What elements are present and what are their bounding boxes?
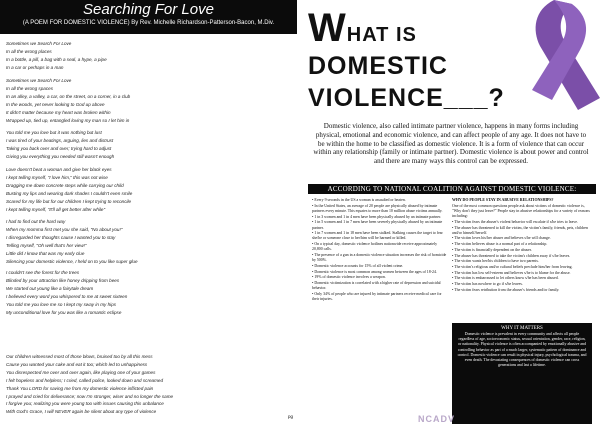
poem-line: Thank You LORD for saving me from my domestic violence inflicted pain (6, 385, 154, 391)
poem-line: I disregarded her thoughts cause I wanted you to stay (6, 234, 116, 240)
poem-line: You told me you love but it was nothing but lust (6, 130, 102, 135)
poem-line: I kept telling myself, "It'll all get better after while" (6, 206, 106, 212)
stat-item: • Domestic violence accounts for 15% of all violent crime. (312, 263, 404, 268)
ncadv-logo: NCADV (418, 414, 456, 424)
poem-line: Cause you wanted your cake and eat it too; which led to unhappiness (6, 361, 148, 367)
section-title-bar: ACCORDING TO NATIONAL COALITION AGAINST DOMESTIC VIOLENCE: (308, 184, 596, 194)
why-it-matters-box (452, 323, 592, 424)
stat-item: • Domestic violence is most common among women between the ages of 18-24. (312, 269, 437, 274)
poem-line: Little did I know that was my early clue (6, 250, 85, 256)
poem-page (0, 0, 297, 424)
why-stay-section (452, 198, 594, 293)
poem-line: Scared for my life but for our children I kept trying to reconcile (6, 198, 132, 204)
stat-item: • 1 in 7 women and 1 in 18 men have been stalked. Stalking causes the target to fear she/he or someone close to her/him will be harmed or killed. (312, 231, 443, 241)
poem-title-banner (0, 0, 297, 34)
heading-line-1 (308, 8, 417, 48)
poem-line: In all the wrong spaces (6, 85, 53, 91)
why-it-matters-title: WHY IT MATTERS (501, 326, 543, 331)
heading-drop-cap: W (308, 6, 347, 50)
stat-item: • On a typical day, domestic violence hotlines nationwide receive approximately 20,800 calls. (312, 242, 438, 252)
heading-line-3: VIOLENCE___? (308, 84, 505, 112)
stanza-2 (6, 77, 291, 124)
stat-item: • 19% of domestic violence involves a weapon. (312, 275, 386, 280)
poem-line: Love doesn't beat a woman and give her black eyes (6, 167, 112, 172)
reason-item: • The victim's religious and/or cultural beliefs preclude him/her from leaving. (452, 264, 573, 269)
poem-line: We started out young like a fairytale dream (6, 285, 94, 291)
poem-line: I felt hopeless and helpless; I cried, called police, looked down and screamed (6, 377, 164, 383)
poem-line: Busting my lips and wearing dark shades I couldn't even smile (6, 190, 133, 196)
poem-line: Wrapped up, tied up, entangled loving my man so I let him in (6, 117, 130, 123)
poem-line: It didn't matter because my heart was broken within (6, 109, 111, 115)
reason-item: • The victim is embarrassed to let others know s/he has been abused. (452, 276, 559, 281)
poem-line: In all the wrong places (6, 48, 52, 54)
stanza-3 (6, 129, 291, 161)
stat-item: • 1 in 5 women and 1 in 7 men have been severely physically abused by an intimate partner. (312, 220, 443, 230)
stat-item: • In the United States, an average of 20 people are physically abused by intimate partners every minute. This equates to more than 10 million abuse victims annually. (312, 203, 443, 213)
heading-line-1-text: HAT IS (346, 24, 417, 46)
poem-line: Dragging me down concrete steps while carrying our child (6, 182, 124, 188)
poem-line: In the woods, yet never looking to God up above (6, 101, 105, 107)
poem-line: In a car or perhaps in a man (6, 64, 64, 70)
stanza-1 (6, 40, 291, 72)
reason-item: • The abuser has threatened to kill the victim, the victim's family, friends, pets, children and/or himself/herself. (452, 225, 588, 235)
why-stay-title: WHY DO PEOPLE STAY IN ABUSIVE RELATIONSHIPS? (452, 198, 554, 202)
poem-line: You disrespected me over and over again, like playing one of your games (6, 369, 156, 375)
stanza-5 (6, 218, 291, 265)
reason-item: • The victim believes abuse is a normal part of a relationship. (452, 242, 548, 247)
poem-line: Sometimes we Search For Love (6, 41, 72, 46)
poem-line: In a bottle, a pill, a bag with a seal, a hype, a pipe (6, 56, 107, 62)
intro-paragraph: Domestic violence, also called intimate partner violence, happens in many forms including physical, emotional and economic violence, and can affect people of any age. It does not have to be within the home to be classified as domestic violence. It is a form of violence that can occur within any relationship (family or intimate partner). Domestic violence is about power and control and there are many ways this control can be expressed. (313, 122, 589, 166)
stat-item: • The presence of a gun in a domestic violence situation increases the risk of homicide by 500%. (312, 253, 447, 263)
reason-item: • The victim is financially dependent on the abuser. (452, 247, 532, 252)
poem-line: When my momma first met you she said, "No about you!" (6, 226, 123, 232)
stat-item: • Domestic victimization is correlated with a higher rate of depression and suicidal behavior. (312, 281, 441, 291)
stat-item: • 1 in 3 women and 1 in 4 men have been physically abused by an intimate partner. (312, 214, 442, 219)
poem-line: With God's Grace, I will NEVER again be silent about any type of violence (6, 409, 157, 415)
poem-line: I prayed and cried for deliverance; now I'm stronger, wiser and no longer the same (6, 393, 174, 399)
poem-line: I kept telling myself, "I love him," this was not wise (6, 174, 108, 180)
stat-item: • Every 9 seconds in the US a woman is assaulted or beaten. (312, 198, 406, 202)
poem-line: Sometimes we Search For Love (6, 78, 72, 83)
poem-line: Giving you everything you needed still wasn't enough (6, 153, 115, 159)
heading-line-2: DOMESTIC (308, 52, 448, 80)
stat-item: • Only 34% of people who are injured by intimate partners receive medical care for their injuries. (312, 291, 442, 302)
reason-item: • The victim wants her/his children to have two parents. (452, 259, 539, 264)
info-page (300, 0, 600, 424)
poem-line: I couldn't see the forest for the trees (6, 270, 80, 275)
poem-line: You told me you love me so I kept my sway in my hips (6, 301, 117, 307)
poem-line: I was tired of your beatings, arguing, lies and distrust (6, 137, 114, 143)
poem-line: Silencing your domestic violence, I held on to you like super glue (6, 258, 138, 264)
reason-item: • The victim loves his/her abuser and believes s/he will change. (452, 236, 551, 241)
poem-line: I forgive you; realizing you were young too with issues causing this unbalance (6, 401, 164, 407)
stanza-4 (6, 166, 291, 213)
reason-item: • The victim fears retribution from the abuser's friends and/or family. (452, 287, 560, 292)
page-number: pg (288, 414, 294, 419)
poem-line: Taking you back over and over; trying hard to adjust (6, 145, 112, 151)
poem-subtitle: (A POEM FOR DOMESTIC VIOLENCE) By Rev. Michelle Richardson-Patterson-Bacon, M.Div. (22, 20, 275, 26)
stanza-7 (6, 353, 291, 416)
why-stay-intro: One of the most common questions people ask about victims of domestic violence is, "Why don't they just leave?" People stay in abusive relationships for a variety of reasons including: (452, 203, 590, 219)
reason-item: • The abuser has threatened to take the victim's children away if s/he leaves. (452, 253, 571, 258)
awareness-ribbon-icon (494, 0, 600, 110)
poem-line: I believed every word you whispered to me at sweet sixteen (6, 293, 128, 299)
why-it-matters-body: Domestic violence is prevalent in every community and affects all people regardless of age, socioeconomic status, sexual orientation, gender, race, religion, or nationality. Physical violence is often accompanied by emotionally abusive and controlling behavior as part of a much larger, systematic pattern of dominance and control. Domestic violence can result in physical injury, psychological trauma, and even death. The devastating consequences of domestic violence can cross generations and last a lifetime. (457, 332, 587, 368)
reason-item: • The victim fears the abuser's violent behavior will escalate if s/he tries to leave. (452, 219, 578, 224)
reason-item: • The victim has nowhere to go if s/he leaves. (452, 282, 523, 287)
poem-line: Our children witnessed most of those blows, bruised too by all this mess (6, 354, 153, 359)
poem-line: My unconditional love for you was like a romantic eclipse (6, 309, 122, 315)
statistics-list (312, 198, 448, 303)
poem-line: I had to find out the hard way (6, 219, 66, 224)
poem-line: In an alley, a valley, a car, on the street, on a corner, in a club (6, 93, 131, 99)
poem-line: Blinded by your attraction like honey dripping from bees (6, 277, 120, 283)
stanza-6 (6, 269, 291, 316)
poem-title: Searching For Love (83, 1, 214, 18)
poem-line: Telling myself, "Oh well that's her view!" (6, 242, 87, 248)
reason-item: • The victim has low self-esteem and believes s/he is to blame for the abuse. (452, 270, 571, 275)
